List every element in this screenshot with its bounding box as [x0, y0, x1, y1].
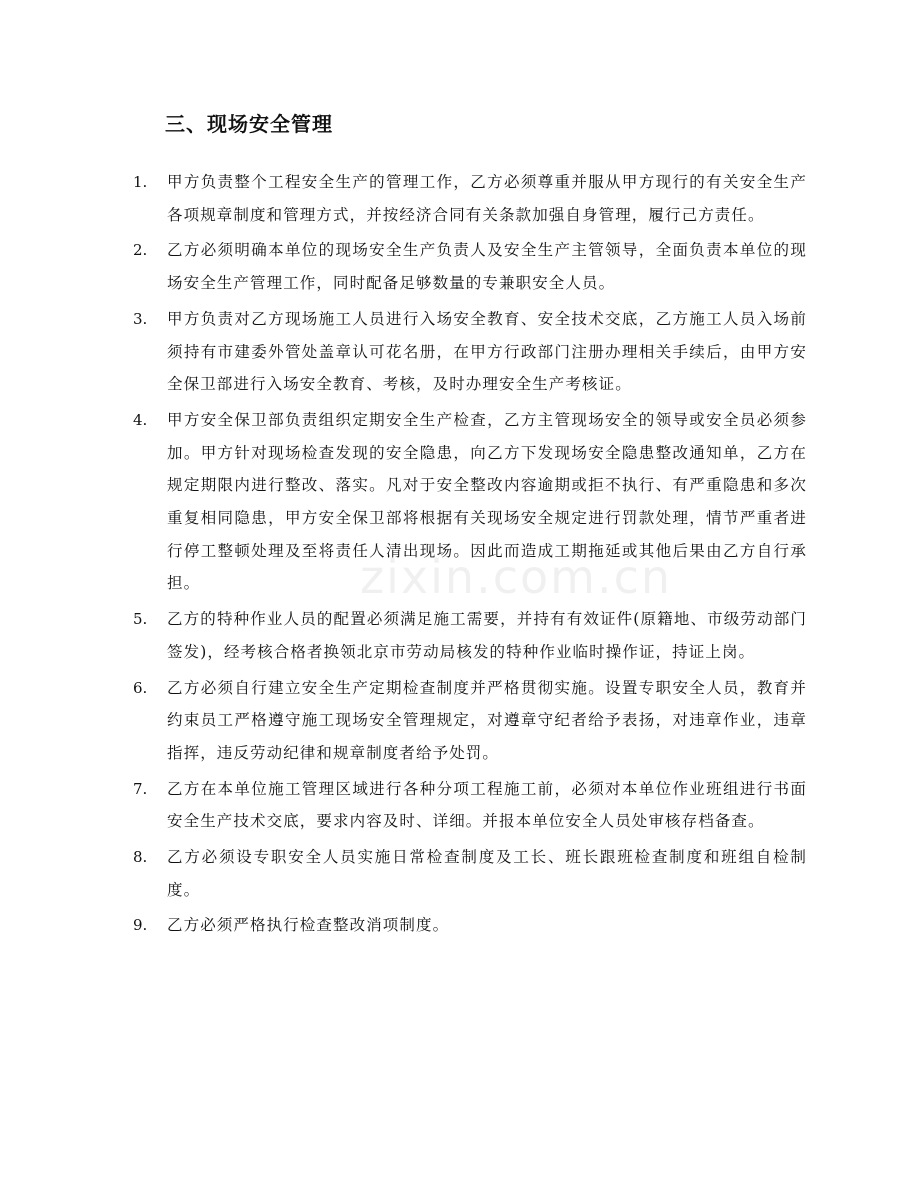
- list-item-text: 乙方在本单位施工管理区域进行各种分项工程施工前，必须对本单位作业班组进行书面安全生产技术交底，要求内容及时、详细。并报本单位安全人员处审核存档备查。: [167, 779, 807, 831]
- list-item-number: 5.: [133, 610, 148, 629]
- list-item-number: 3.: [133, 309, 148, 328]
- list-item: [0, 234, 920, 299]
- list-item-text: 甲方负责整个工程安全生产的管理工作，乙方必须尊重并服从甲方现行的有关安全生产各项规章制度和管理方式，并按经济合同有关条款加强自身管理，履行己方责任。: [167, 173, 807, 224]
- list-item-text: 甲方安全保卫部负责组织定期安全生产检查，乙方主管现场安全的领导或安全员必须参加。甲方针对现场检查发现的安全隐患，向乙方下发现场安全隐患整改通知单，乙方在规定期限内进行整改、落实。凡对于安全整改内容逾期或拒不执行、有严重隐患和多次重复相同隐患，甲方安全保卫部将根据有关现场安全规定进行罚款处理，情节严重者进行停工整顿处理及至将责任人清出现场。因此而造成工期拖延或其他后果由乙方自行承担。: [167, 410, 807, 593]
- watermark-text: zixin.com.cn: [360, 550, 673, 604]
- list-item: [0, 773, 920, 838]
- list-item-text: 乙方必须自行建立安全生产定期检查制度并严格贯彻实施。设置专职安全人员，教育并约束员工严格遵守施工现场安全管理规定，对遵章守纪者给予表扬，对违章作业，违章指挥，违反劳动纪律和规章制度者给予处罚。: [167, 678, 807, 762]
- list-item-number: 2.: [133, 241, 148, 260]
- list-item-number: 6.: [133, 678, 148, 697]
- numbered-list: [0, 166, 920, 945]
- list-item: [0, 303, 920, 401]
- list-item: [0, 909, 920, 942]
- list-item-number: 8.: [133, 848, 148, 867]
- list-item-text: 乙方必须严格执行检查整改消项制度。: [167, 916, 450, 935]
- list-item: [0, 841, 920, 906]
- list-item-number: 9.: [133, 916, 148, 935]
- list-item: [0, 404, 920, 600]
- list-item-text: 乙方必须设专职安全人员实施日常检查制度及工长、班长跟班检查制度和班组自检制度。: [167, 848, 807, 899]
- list-item: [0, 603, 920, 668]
- list-item: [0, 166, 920, 231]
- list-item-text: 甲方负责对乙方现场施工人员进行入场安全教育、安全技术交底，乙方施工人员入场前须持有市建委外管处盖章认可花名册，在甲方行政部门注册办理相关手续后，由甲方安全保卫部进行入场安全教育、考核，及时办理安全生产考核证。: [167, 309, 807, 394]
- list-item-text: 乙方的特种作业人员的配置必须满足施工需要，并持有有效证件(原籍地、市级劳动部门签发)，经考核合格者换领北京市劳动局核发的特种作业临时操作证，持证上岗。: [167, 610, 807, 661]
- list-item-number: 4.: [133, 410, 148, 429]
- section-heading: 三、现场安全管理: [165, 112, 333, 136]
- list-item-text: 乙方必须明确本单位的现场安全生产负责人及安全生产主管领导，全面负责本单位的现场安全生产管理工作，同时配备足够数量的专兼职安全人员。: [167, 241, 807, 293]
- list-item-number: 7.: [133, 779, 148, 798]
- list-item-number: 1.: [133, 173, 148, 191]
- list-item: [0, 672, 920, 770]
